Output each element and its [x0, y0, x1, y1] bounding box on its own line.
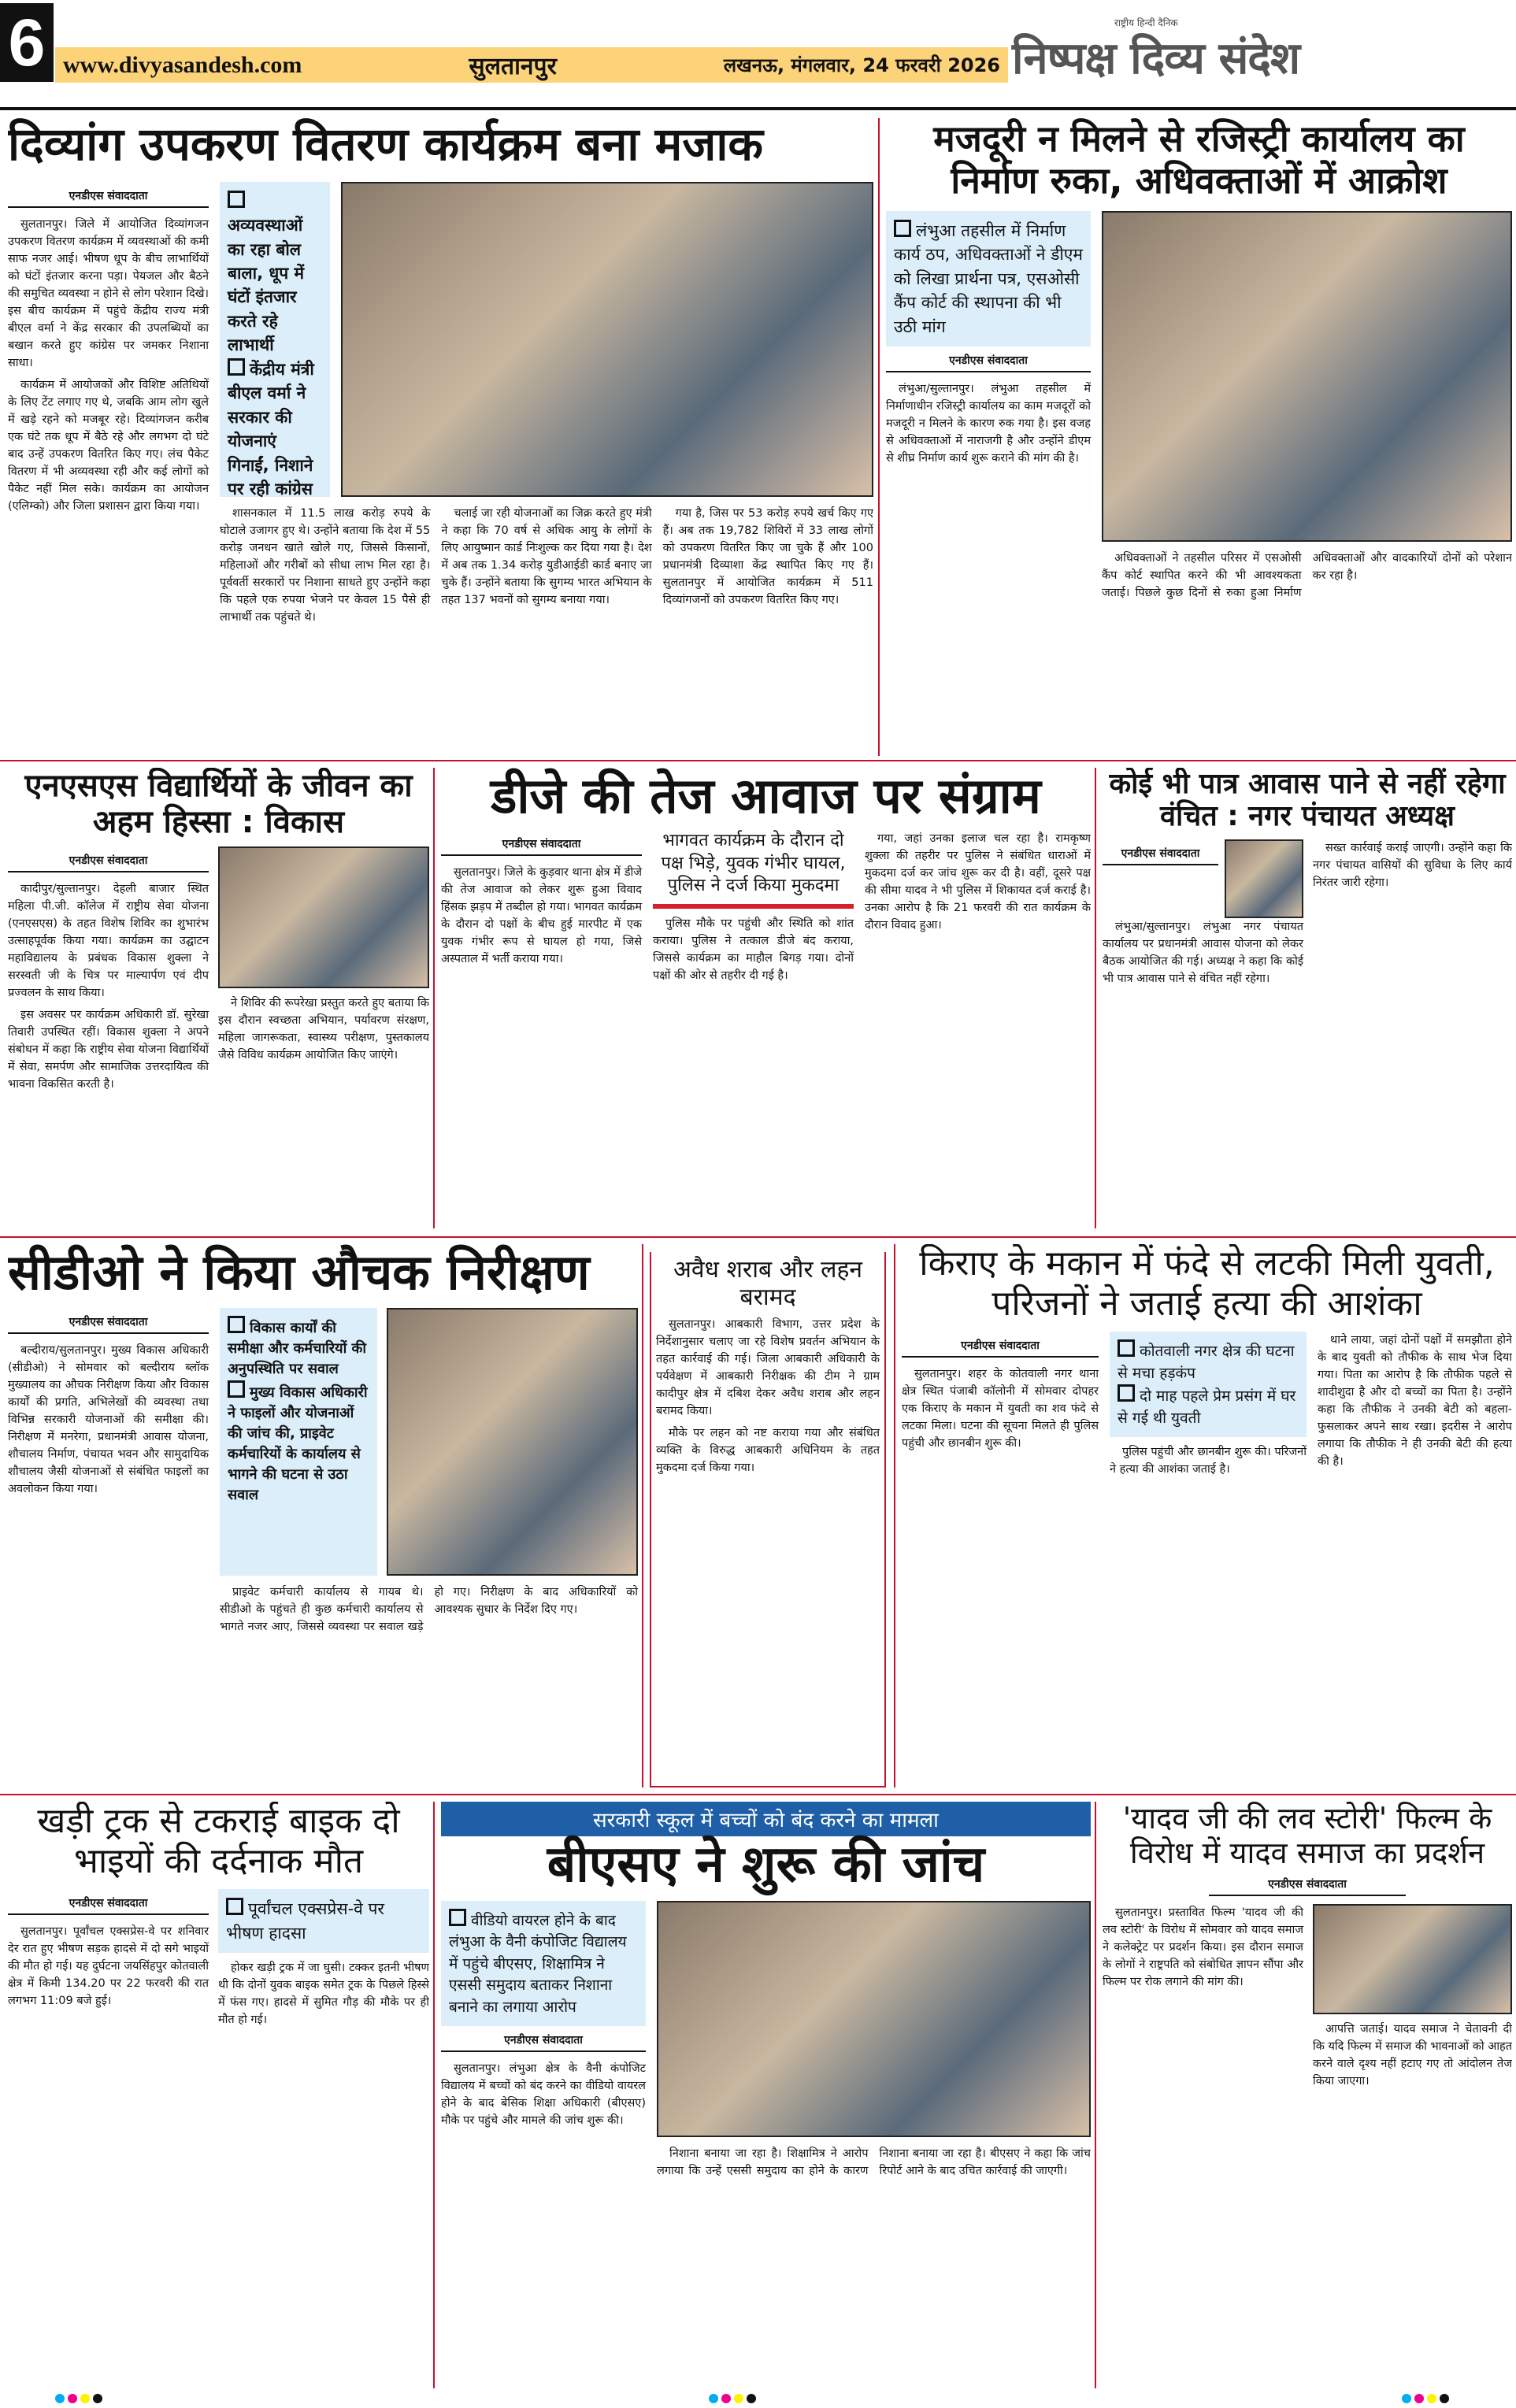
article-body-cont: [220, 1584, 638, 1636]
highlights-box: [220, 182, 330, 497]
article-body-cont: [1318, 1332, 1512, 1470]
column-divider: [878, 118, 880, 756]
headline: अवैध शराब और लहन बरामद: [673, 1256, 863, 1311]
headline: सीडीओ ने किया औचक निरीक्षण: [8, 1244, 590, 1301]
article-body: [1103, 1904, 1303, 1991]
byline: एनडीएस संवाददाता: [441, 836, 642, 856]
byline: एनडीएस संवाददाता: [8, 853, 209, 872]
paragraph: सुलतानपुर। जिले के कुड़वार थाना क्षेत्र में डीजे की तेज आवाज को लेकर शुरू हुआ विवाद हिंसक झड़प में तब्दील हो गया। भागवत कार्यक्रम के दौरान दो पक्षों के बीच हुई मारपीट में एक युवक गंभीर रूप से घायल हो गया, जिसे अस्पताल में भर्ती कराया गया।: [441, 866, 642, 966]
paragraph: पुलिस पहुंची और छानबीन शुरू की। परिजनों ने हत्या की आशंका जताई है।: [1110, 1446, 1307, 1476]
edition-city: सुलतानपुर: [469, 53, 557, 80]
paragraph: सुलतानपुर। शहर के कोतवाली नगर थाना क्षेत्र स्थित पंजाबी कॉलोनी में सोमवार दोपहर एक किराए के मकान में युवती का शव फंदे से लटका मिला। घटना की सूचना मिलते ही पुलिस पहुंची और छानबीन शुरू की।: [902, 1368, 1099, 1450]
article-body: [441, 864, 642, 968]
byline: एनडीएस संवाददाता: [1209, 1876, 1406, 1896]
row-divider: [0, 1794, 1516, 1795]
highlight-point: केंद्रीय मंत्री बीएल वर्मा ने सरकार की योजनाएं गिनाईं, निशाने पर रही कांग्रेस: [228, 357, 322, 502]
highlight-point: दो माह पहले प्रेम प्रसंग में घर से गई थी युवती: [1118, 1384, 1299, 1429]
column-divider: [433, 1802, 435, 2388]
registration-marks-left: [55, 2394, 102, 2403]
paragraph: लंभुआ/सुल्तानपुर। लंभुआ तहसील में निर्माणाधीन रजिस्ट्री कार्यालय का काम मजदूरों को मजदूरी न मिलने के कारण रुक गया है। इस वजह से अधिवक्ताओं में नाराजगी है और उन्होंने डीएम से शीघ्र निर्माण कार्य शुरू कराने की मांग की है।: [886, 382, 1091, 465]
paragraph: निशाना बनाया जा रहा है। शिक्षामित्र ने आरोप लगाया कि उन्हें एससी समुदाय का होने के कारण निशाना बनाया जा रहा है। बीएसए ने कहा कि जांच रिपोर्ट आने के बाद उचित कार्रवाई की जाएगी।: [657, 2147, 1091, 2177]
red-rule: [653, 904, 854, 909]
article-body: [8, 216, 209, 515]
registration-marks-center: [709, 2394, 756, 2403]
highlight-point: लंभुआ तहसील में निर्माण कार्य ठप, अधिवक्ताओं ने डीएम को लिखा प्रार्थना पत्र, एसओसी कैंप कोर्ट की स्थापना की भी उठी मांग: [894, 219, 1083, 339]
paragraph: इस अवसर पर कार्यक्रम अधिकारी डॉ. सुरेखा तिवारी उपस्थित रहीं। विकास शुक्ला ने अपने संबोधन में कहा कि राष्ट्रीय सेवा योजना विद्यार्थियों में सेवा, समर्पण और सामाजिक उत्तरदायित्व की भावना विकसित करती है।: [8, 1009, 209, 1091]
story-bike-truck-accident: [8, 1802, 429, 2388]
paragraph: सुलतानपुर। प्रस्तावित फिल्म 'यादव जी की लव स्टोरी' के विरोध में सोमवार को यादव समाज ने कलेक्ट्रेट पर प्रदर्शन किया। इस दौरान समाज के लोगों ने राष्ट्रपति को संबोधित ज्ञापन सौंपा और फिल्म पर रोक लगाने की मांग की।: [1103, 1906, 1303, 1989]
paragraph: थाने लाया, जहां दोनों पक्षों में समझौता होने के बाद युवती को तौफीक के साथ भेज दिया गया। पिता का आरोप है कि तौफीक पहले से शादीशुदा है और दो बच्चों का पिता है। उन्होंने कहा कि तौफीक ने उनकी बेटी को बहला-फुसलाकर अपने साथ रखा। इदरीस ने आरोप लगाया कि तौफीक ने ही उनकी बेटी की हत्या की है।: [1318, 1334, 1512, 1469]
paragraph: शासनकाल में 11.5 लाख करोड़ रुपये के घोटाले उजागर हुए थे। उन्होंने बताया कि देश में 55 करोड़ जनधन खाते खोले गए, जिससे किसानों, महिलाओं और गरीबों को सीधा लाभ मिल रहा है। पूर्ववर्ती सरकारों पर निशाना साधते हुए उन्होंने कहा कि पहले एक रुपया भेजने पर केवल 15 पैसे ही लाभार्थी तक पहुंचते थे।: [220, 506, 431, 624]
paragraph: मौके पर लहन को नष्ट कराया गया और संबंधित व्यक्ति के विरुद्ध आबकारी अधिनियम के तहत मुकदमा दर्ज किया गया।: [656, 1427, 880, 1474]
article-body: [8, 1923, 209, 2010]
website-link[interactable]: www.divyasandesh.com: [63, 51, 302, 78]
registration-marks-right: [1402, 2394, 1449, 2403]
page-number: 6: [0, 3, 54, 82]
logo-tagline: राष्ट्रीय हिन्दी दैनिक: [1114, 17, 1178, 28]
story-bsa-inquiry: [441, 1802, 1091, 2388]
story-nss: [8, 768, 429, 1228]
headline: किराए के मकान में फंदे से लटकी मिली युवती, परिजनों ने जताई हत्या की आशंका: [919, 1244, 1495, 1324]
newspaper-logo: [1012, 16, 1516, 94]
photo-school-visit: [657, 1901, 1091, 2137]
paragraph: आपत्ति जताई। यादव समाज ने चेतावनी दी कि यदि फिल्म में समाज की भावनाओं को आहत करने वाले दृश्य नहीं हटाए गए तो आंदोलन तेज किया जाएगा।: [1313, 2023, 1512, 2088]
row-divider: [0, 760, 1516, 761]
article-body-cont: [653, 915, 854, 984]
article-body-cont: [1313, 2021, 1512, 2090]
column-divider: [433, 768, 435, 1228]
story-awas: [1103, 768, 1512, 1228]
column-divider: [1095, 768, 1096, 1228]
story-registry-office: [886, 118, 1512, 756]
highlight-point: वीडियो वायरल होने के बाद लंभुआ के वैनी कंपोजिट विद्यालय में पहुंचे बीएसए, शिक्षामित्र ने एससी समुदाय बताकर निशाना बनाने का लगाया आरोप: [449, 1909, 638, 2019]
paragraph: सुलतानपुर। लंभुआ क्षेत्र के वैनी कंपोजिट विद्यालय में बच्चों को बंद करने का वीडियो वायरल होने के बाद बेसिक शिक्षा अधिकारी (बीएसए) मौके पर पहुंचे और मामले की जांच शुरू की।: [441, 2062, 646, 2128]
paragraph: सख्त कार्रवाई कराई जाएगी। उन्होंने कहा कि नगर पंचायत वासियों की सुविधा के लिए कार्य निरंतर जारी रहेगा।: [1313, 841, 1512, 889]
headline: खड़ी ट्रक से टकराई बाइक दो भाइयों की दर्दनाक मौत: [37, 1802, 400, 1881]
headline: डीजे की तेज आवाज पर संग्राम: [491, 768, 1041, 824]
article-body-cont: [1110, 1443, 1307, 1478]
article-body: [8, 1342, 209, 1498]
paragraph: बल्दीराय/सुलतानपुर। मुख्य विकास अधिकारी (सीडीओ) ने सोमवार को बल्दीराय ब्लॉक मुख्यालय का औचक निरीक्षण किया और विकास कार्यों की प्रगति, अभिलेखों की व्यवस्था तथा विभिन्न सरकारी योजनाओं की समीक्षा की। निरीक्षण में मनरेगा, प्रधानमंत्री आवास योजना, शौचालय निर्माण, पंचायत भवन और सामुदायिक शौचालय जैसी योजनाओं से संबंधित फाइलों का अवलोकन किया गया।: [8, 1344, 209, 1496]
highlight-point: कोतवाली नगर क्षेत्र की घटना से मचा हड़कंप: [1118, 1339, 1299, 1384]
paragraph: प्राइवेट कर्मचारी कार्यालय से गायब थे। सीडीओ के पहुंचते ही कुछ कर्मचारी कार्यालय से भागते नजर आए, जिससे व्यवस्था पर सवाल खड़े हो गए। निरीक्षण के बाद अधिकारियों को आवश्यक सुधार के निर्देश दिए गए।: [220, 1586, 638, 1634]
story-dj-clash: [441, 768, 1091, 1228]
photo-advocates: [1102, 211, 1512, 542]
article-body-cont: [218, 995, 429, 1064]
photo-chairman: [1225, 839, 1303, 918]
issue-date: लखनऊ, मंगलवार, 24 फरवरी 2026: [723, 54, 1000, 76]
paragraph: ने शिविर की रूपरेखा प्रस्तुत करते हुए बताया कि इस दौरान स्वच्छता अभियान, पर्यावरण संरक्षण, महिला जागरूकता, स्वास्थ्य परीक्षण, पुस्तकालय जैसे विविध कार्यक्रम आयोजित किए जाएंगे।: [218, 997, 429, 1061]
story-illegal-liquor: [650, 1252, 886, 1787]
byline: एनडीएस संवाददाता: [1103, 846, 1218, 865]
story-woman-found-dead: [902, 1244, 1512, 1787]
story-divyang: [8, 118, 874, 756]
article-body: [8, 880, 209, 1093]
article-body-cont: [657, 2145, 1091, 2182]
paragraph: लंभुआ/सुल्तानपुर। लंभुआ नगर पंचायत कार्यालय पर प्रधानमंत्री आवास योजना को लेकर बैठक आयोजित की गई। अध्यक्ष ने कहा कि कोई भी पात्र आवास पाने से वंचित नहीं रहेगा।: [1103, 920, 1303, 985]
highlights-box: [1110, 1332, 1307, 1437]
photo-cdo-office: [387, 1308, 638, 1576]
article-body-cont: [220, 505, 873, 756]
byline: एनडीएस संवाददाता: [8, 1895, 209, 1915]
paragraph: सुलतानपुर। आबकारी विभाग, उत्तर प्रदेश के निर्देशानुसार चलाए जा रहे विशेष प्रवर्तन अभियान के तहत कार्रवाई की गई। जिला आबकारी अधिकारी के पर्यवेक्षण में आबकारी निरीक्षक की टीम ने ग्राम कादीपुर क्षेत्र में दबिश देकर अवैध शराब और लहन बरामद किया।: [656, 1318, 880, 1417]
paragraph: गया, जहां उनका इलाज चल रहा है। रामकृष्ण शुक्ला की तहरीर पर पुलिस ने संबंधित धाराओं में मुकदमा दर्ज कर जांच शुरू कर दी है। वहीं, दूसरे पक्ष की सीमा यादव ने भी पुलिस में शिकायत दर्ज कराई है। उनका आरोप है कि 21 फरवरी की रात कार्यक्रम के दौरान विवाद हुआ।: [865, 832, 1091, 932]
highlight-point: पूर्वांचल एक्सप्रेस-वे पर भीषण हादसा: [226, 1897, 421, 1945]
article-body: [1103, 918, 1303, 987]
headline: कोई भी पात्र आवास पाने से नहीं रहेगा वंचित : नगर पंचायत अध्यक्ष: [1109, 768, 1506, 833]
highlights-box: [886, 211, 1091, 346]
headline: दिव्यांग उपकरण वितरण कार्यक्रम बना मजाक: [8, 118, 763, 171]
article-body-cont: [865, 830, 1091, 934]
column-divider: [1095, 1802, 1096, 2388]
byline: एनडीएस संवाददाता: [441, 2032, 646, 2052]
paragraph: कादीपुर/सुल्तानपुर। देहली बाजार स्थित महिला पी.जी. कॉलेज में राष्ट्रीय सेवा योजना (एनएसएस) के तहत विशेष शिविर का शुभारंभ उत्साहपूर्वक किया गया। कार्यक्रम का उद्घाटन महाविद्यालय के प्रबंधक विकास शुक्ला ने सरस्वती जी के चित्र पर माल्यार्पण एवं दीप प्रज्वलन के साथ किया।: [8, 883, 209, 999]
article-body: [656, 1316, 880, 1476]
paragraph: सुलतानपुर। जिले में आयोजित दिव्यांगजन उपकरण वितरण कार्यक्रम में व्यवस्थाओं की कमी साफ नजर आई। भीषण धूप के बीच लाभार्थियों को घंटों इंतजार करना पड़ा। पेयजल और बैठने की समुचित व्यवस्था न होने से लोग परेशान दिखे। इस बीच कार्यक्रम में पहुंचे केंद्रीय राज्य मंत्री बीएल वर्मा ने केंद्र सरकार की उपलब्धियों का बखान करते हुए कांग्रेस पर जमकर निशाना साधा।: [8, 217, 209, 369]
paragraph: गया है, जिस पर 53 करोड़ रुपये खर्च किए गए हैं। अब तक 19,782 शिविरों में 33 लाख लोगों को उपकरण वितरित किए जा चुके हैं और 100 प्रधानमंत्री दिव्याशा केंद्र स्थापित किए गए हैं। सुलतानपुर में आयोजित कार्यक्रम में 511 दिव्यांगजनों को उपकरण वितरित किए गए।: [662, 506, 873, 606]
logo-name: निष्पक्ष दिव्य संदेश: [1012, 33, 1300, 84]
paragraph: अधिवक्ताओं ने तहसील परिसर में एसओसी कैंप कोर्ट स्थापित करने की भी आवश्यकता जताई। पिछले कुछ दिनों से रुका हुआ निर्माण अधिवक्ताओं और वादकारियों दोनों को परेशान कर रहा है।: [1102, 551, 1512, 599]
highlight-point: अव्यवस्थाओं का रहा बोल बाला, धूप में घंटों इंतजार करते रहे लाभार्थी: [228, 190, 322, 357]
article-body-cont: [218, 1959, 429, 2028]
article-body-cont: [1313, 839, 1512, 891]
story-yadav-protest: [1103, 1802, 1512, 2388]
column-divider: [894, 1244, 895, 1787]
article-body: [902, 1365, 1099, 1452]
headline: 'यादव जी की लव स्टोरी' फिल्म के विरोध में यादव समाज का प्रदर्शन: [1122, 1802, 1492, 1870]
highlights-box: [218, 1889, 429, 1953]
byline: एनडीएस संवाददाता: [8, 188, 209, 208]
paragraph: चलाई जा रही योजनाओं का जिक्र करते हुए मंत्री ने कहा कि 70 वर्ष से अधिक आयु के लोगों के लिए आयुष्मान कार्ड निःशुल्क कर दिया गया है। देश में अब तक 1.34 करोड़ युडीआईडी कार्ड बनाए जा चुके हैं। उन्होंने बताया कि सुगम्य भारत अभियान के तहत 137 भवनों को सुगम्य बनाया गया।: [441, 506, 652, 606]
header-band: [55, 47, 1008, 83]
highlights-box: [220, 1308, 377, 1576]
paragraph: होकर खड़ी ट्रक में जा घुसी। टक्कर इतनी भीषण थी कि दोनों युवक बाइक समेत ट्रक के पिछले हिस्से में फंस गए। हादसे में सुमित गौड़ की मौके पर ही मौत हो गई।: [218, 1962, 429, 2027]
paragraph: पुलिस मौके पर पहुंची और स्थिति को शांत कराया। पुलिस ने तत्काल डीजे बंद कराया, जिससे कार्यक्रम का माहौल बिगड़ गया। दोनों पक्षों की ओर से तहरीर दी गई है।: [653, 917, 854, 983]
photo-protest: [1313, 1904, 1512, 2014]
byline: एनडीएस संवाददाता: [886, 353, 1091, 372]
article-body: [441, 2060, 646, 2129]
paragraph: सुलतानपुर। पूर्वांचल एक्सप्रेस-वे पर शनिवार देर रात हुए भीषण सड़क हादसे में दो सगे भाइयों की मौत हो गई। यह दुर्घटना जयसिंहपुर कोतवाली क्षेत्र में किमी 134.20 पर 22 फरवरी की रात लगभग 11:09 बजे हुई।: [8, 1925, 209, 2008]
column-divider: [642, 1244, 643, 1787]
photo-nss-event: [218, 847, 429, 988]
story-cdo-inspection: [8, 1244, 638, 1787]
paragraph: कार्यक्रम में आयोजकों और विशिष्ट अतिथियों के लिए टेंट लगाए गए थे, जबकि आम लोग खुले में खड़े रहने को मजबूर रहे। दिव्यांगजन करीब एक घंटे तक धूप में बैठे रहे और लगभग दो घंटे बाद उन्हें उपकरण वितरित किए गए। लंच पैकेट वितरण में भी अव्यवस्था रही और कई लोगों को पैकेट नहीं मिल सके। कार्यक्रम का आयोजन (एलिम्को) और जिला प्रशासन द्वारा किया गया।: [8, 378, 209, 513]
header-rule: [0, 107, 1516, 110]
article-body: [886, 380, 1091, 467]
highlight-point: मुख्य विकास अधिकारी ने फाइलों और योजनाओं की जांच की, प्राइवेट कर्मचारियों के कार्यालय से भागने की घटना से उठा सवाल: [228, 1380, 369, 1506]
headline: मजदूरी न मिलने से रजिस्ट्री कार्यालय का निर्माण रुका, अधिवक्ताओं में आक्रोश: [933, 118, 1465, 202]
row-divider: [0, 1236, 1516, 1238]
highlight-point: विकास कार्यों की समीक्षा और कर्मचारियों की अनुपस्थिति पर सवाल: [228, 1316, 369, 1380]
subheadline: भागवत कार्यक्रम के दौरान दो पक्ष भिड़े, युवक गंभीर घायल, पुलिस ने दर्ज किया मुकदमा: [661, 831, 846, 896]
kicker: सरकारी स्कूल में बच्चों को बंद करने का मामला: [441, 1802, 1091, 1836]
byline: एनडीएस संवाददाता: [902, 1338, 1099, 1358]
article-body-cont: [1102, 550, 1512, 602]
headline: बीएसए ने शुरू की जांच: [547, 1836, 985, 1894]
photo-minister-event: [341, 182, 873, 497]
highlights-box: [441, 1901, 646, 2027]
byline: एनडीएस संवाददाता: [8, 1314, 209, 1334]
headline: एनएसएस विद्यार्थियों के जीवन का अहम हिस्सा : विकास: [24, 768, 413, 840]
